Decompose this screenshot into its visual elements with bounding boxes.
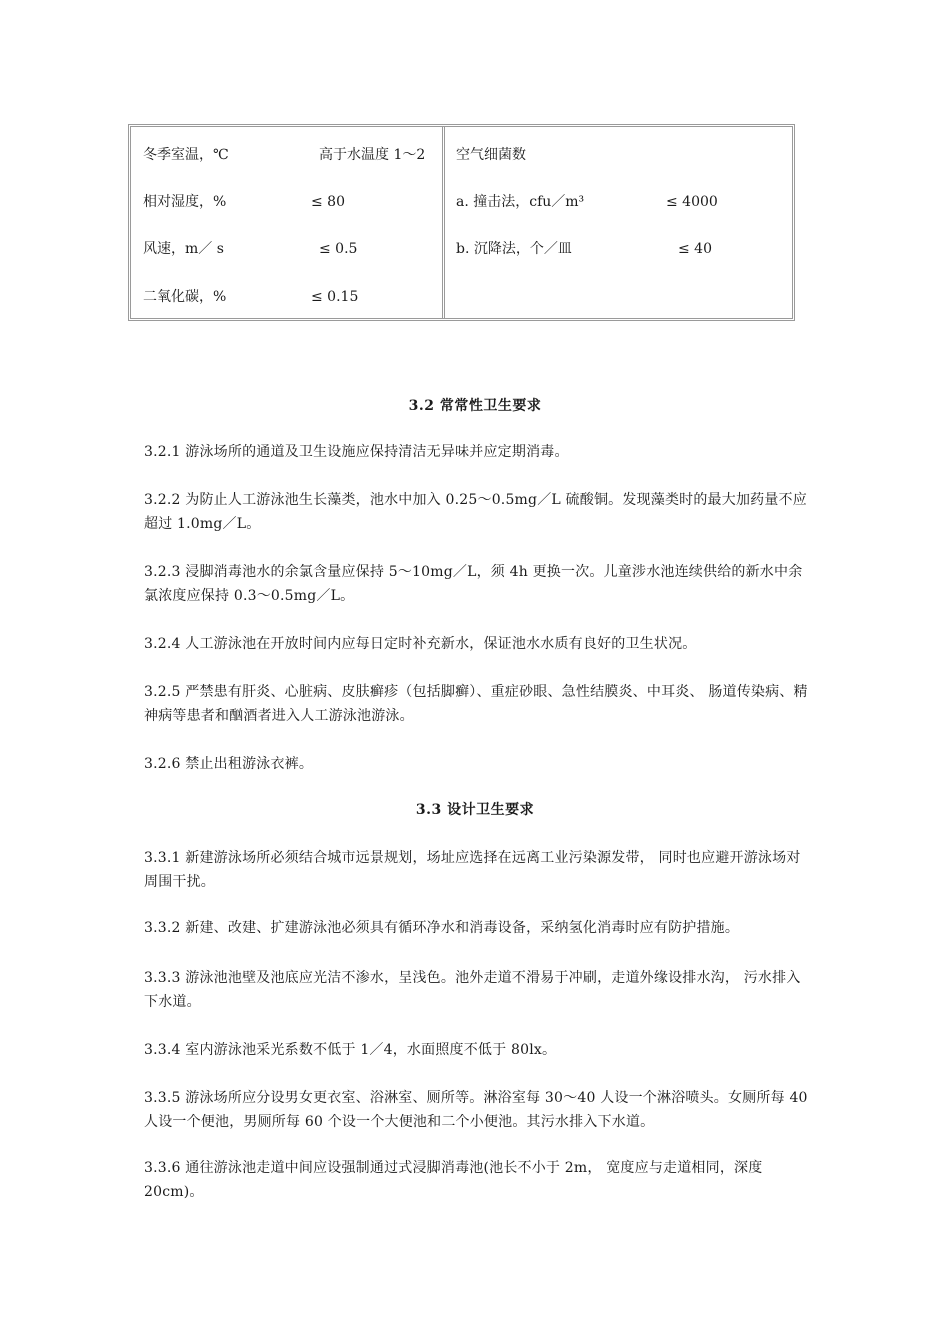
table-row (456, 239, 786, 259)
table-row (143, 287, 443, 307)
row-value: ≤ 40 (678, 241, 712, 257)
hygiene-standards-table (128, 124, 795, 321)
row-label: b. 沉降法，个／皿 (456, 241, 572, 257)
paragraph: 3.3.1 新建游泳场所必须结合城市远景规划，场址应选择在远离工业污染源发带， 同时也应避开游泳场对周围干扰。 (144, 850, 801, 890)
table-row (456, 192, 786, 212)
paragraph: 3.3.2 新建、改建、扩建游泳池必须具有循环净水和消毒设备，采纳氢化消毒时应有防护措施。 (144, 920, 740, 936)
row-label: a. 撞击法，cfu／m³ (456, 194, 585, 210)
paragraph: 3.3.4 室内游泳池采光系数不低于 1／4，水面照度不低于 80lx。 (144, 1042, 557, 1058)
table-left-column (131, 127, 443, 318)
table-right-header (456, 145, 786, 165)
row-value: ≤ 0.5 (319, 241, 358, 257)
table-right-column (446, 127, 792, 318)
bacteria-count-header: 空气细菌数 (456, 147, 526, 163)
row-label: 冬季室温，℃ (143, 147, 229, 163)
paragraph: 3.2.2 为防止人工游泳池生长藻类，池水中加入 0.25～0.5mg／L 硫酸铜。发现藻类时的最大加药量不应超过 1.0mg／L。 (144, 492, 807, 532)
paragraph: 3.3.5 游泳场所应分设男女更衣室、浴淋室、厕所等。淋浴室每 30～40 人设一个淋浴喷头。女厕所每 40 人设一个便池，男厕所每 60 个设一个大便池和二个小便池。其污水排入下水道。 (144, 1090, 808, 1130)
paragraph: 3.2.4 人工游泳池在开放时间内应每日定时补充新水，保证池水水质有良好的卫生状况。 (144, 636, 697, 652)
row-value: ≤ 4000 (666, 194, 718, 210)
row-value: 高于水温度 1～2 (319, 147, 426, 163)
table-row (143, 145, 443, 165)
paragraph: 3.3.3 游泳池池壁及池底应光洁不渗水，呈浅色。池外走道不滑易于冲刷，走道外缘设排水沟， 污水排入下水道。 (144, 970, 801, 1010)
paragraph: 3.2.1 游泳场所的通道及卫生设施应保持清洁无异味并应定期消毒。 (144, 444, 569, 460)
section-title: 3.2 常常性卫生要求 (408, 398, 542, 414)
table-row (143, 192, 443, 212)
section-title: 3.3 设计卫生要求 (415, 802, 535, 818)
paragraph: 3.2.6 禁止出租游泳衣裤。 (144, 756, 314, 772)
paragraph: 3.3.6 通往游泳池走道中间应设强制通过式浸脚消毒池(池长不小于 2m， 宽度应与走道相同，深度 20cm)。 (144, 1160, 763, 1200)
table-row (143, 239, 443, 259)
row-label: 风速，m／ s (143, 241, 224, 257)
paragraph: 3.2.3 浸脚消毒池水的余氯含量应保持 5～10mg／L，须 4h 更换一次。儿童涉水池连续供给的新水中余氯浓度应保持 0.3～0.5mg／L。 (144, 564, 803, 604)
paragraph: 3.2.5 严禁患有肝炎、心脏病、皮肤癣疹（包括脚癣）、重症砂眼、急性结膜炎、中耳炎、 肠道传染病、精神病等患者和酗酒者进入人工游泳池游泳。 (144, 684, 808, 724)
row-value: ≤ 0.15 (311, 289, 359, 305)
row-label: 二氧化碳，% (143, 289, 227, 305)
row-label: 相对湿度，% (143, 194, 227, 210)
row-value: ≤ 80 (311, 194, 345, 210)
